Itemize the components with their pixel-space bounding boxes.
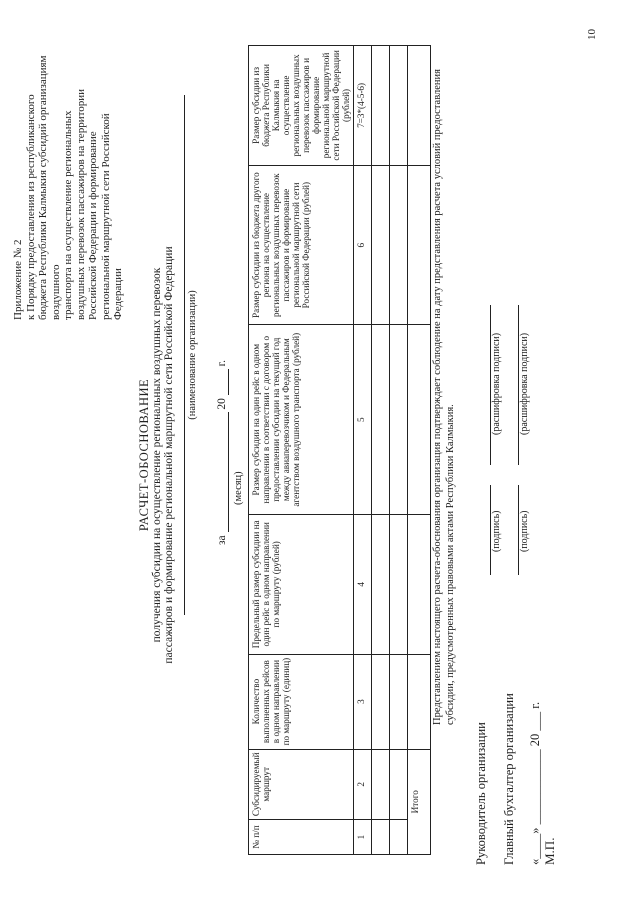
organization-caption: (наименование организации): [187, 290, 198, 420]
stamp-place: М.П.: [542, 837, 557, 865]
table-cell: [390, 515, 408, 655]
appendix-line: воздушных перевозок пассажиров на территории: [74, 88, 87, 320]
header-cell: Предельный размер субсидии на один рейс в одном направлении по маршруту (рублей): [249, 515, 354, 655]
table-cell: [390, 820, 408, 855]
appendix-line: Приложение № 2: [12, 239, 24, 320]
table-cell: [390, 165, 408, 325]
table-row: [372, 46, 390, 855]
table-cell: [372, 46, 390, 166]
header-cell: Количество выполненных рейсов в одном направлении по маршруту (единиц): [249, 654, 354, 749]
month-blank: [216, 412, 229, 532]
column-number: 7=3*(4-5-6): [354, 46, 372, 166]
appendix-line: к Порядку предоставления из республиканского: [24, 94, 37, 320]
header-cell: Размер субсидии из бюджета другого региона на осуществление региональных воздушных перевозок пассажиров и формирование региональной маршрутной сети Российской Федерации (рублей): [249, 165, 354, 325]
table-cell: [390, 654, 408, 749]
appendix-line: Российской Федерации и формирование: [87, 131, 99, 320]
table-cell: [408, 46, 431, 166]
column-number-row: [354, 46, 372, 855]
head-signature-label: Руководитель организации: [474, 722, 488, 865]
appendix-block: [12, 20, 125, 320]
organization-field: [184, 95, 198, 615]
column-number: 4: [354, 515, 372, 655]
table-cell: [372, 165, 390, 325]
header-cell: № п/п: [249, 820, 354, 855]
table-header-row: [249, 46, 354, 855]
header-cell: Субсидируемый маршрут: [249, 749, 354, 820]
accountant-signature-label: Главный бухгалтер организации: [502, 693, 516, 865]
document-title: [138, 155, 176, 755]
table-cell: [390, 325, 408, 515]
appendix-line: бюджета Республики Калмыкия субсидий организациям воздушного: [37, 55, 62, 320]
subsidy-table: [248, 45, 431, 855]
total-row: [408, 46, 431, 855]
confirmation-note: Представлением настоящего расчета-обоснования организация подтверждает соблюдение на дату представления расчета условий предоставления субсидии, предусмотренных правовыми актами Республики Калмыкия.: [432, 69, 456, 725]
column-number: 2: [354, 749, 372, 820]
page-number: 10: [586, 29, 598, 40]
table-cell: [372, 515, 390, 655]
title-line: получения субсидии на осуществление региональных воздушных перевозок: [150, 267, 163, 643]
period-prefix: за: [216, 535, 228, 545]
total-label: Итого: [408, 749, 431, 854]
table-cell: [372, 654, 390, 749]
header-cell: Размер субсидии на один рейс в одном направлении в соответствии с договором о предоставлении субсидии на текущий год между авиаперевозчиком и Федеральным агентством воздушного транспорта (рублей): [249, 325, 354, 515]
head-signature-caption: (подпись): [491, 510, 502, 552]
appendix-line: транспорта на осуществление региональных: [62, 110, 74, 320]
table-cell: [408, 325, 431, 515]
table-cell: [390, 749, 408, 820]
appendix-line: Федерации: [112, 268, 124, 320]
column-number: 3: [354, 654, 372, 749]
period-year-prefix: 20: [216, 398, 228, 410]
organization-underline: [184, 95, 185, 615]
year-blank: [216, 369, 229, 395]
table-cell: [372, 820, 390, 855]
period-year-suffix: г.: [216, 360, 228, 367]
accountant-signature-caption: (подпись): [519, 510, 530, 552]
column-number: 1: [354, 820, 372, 855]
table-row: [390, 46, 408, 855]
table-cell: [390, 46, 408, 166]
title-line: пассажиров и формирование региональной маршрутной сети Российской Федерации: [163, 246, 175, 664]
table-cell: [372, 325, 390, 515]
table-cell: [408, 165, 431, 325]
table-cell: [408, 515, 431, 655]
table-cell: [408, 654, 431, 749]
period-line: [216, 360, 229, 545]
header-cell: Размер субсидии из бюджета Республики Калмыкия на осуществление региональных воздушных перевозок пассажиров и формирование региональной маршрутной сети Российской Федерации (рублей): [249, 46, 354, 166]
accountant-decode-caption: (расшифровка подписи): [519, 332, 530, 435]
month-caption: (месяц): [233, 471, 244, 505]
title-heading: РАСЧЕТ-ОБОСНОВАНИЕ: [137, 378, 151, 532]
column-number: 5: [354, 325, 372, 515]
table-cell: [372, 749, 390, 820]
appendix-line: региональной маршрутной сети Российской: [99, 113, 112, 320]
column-number: 6: [354, 165, 372, 325]
head-decode-caption: (расшифровка подписи): [491, 332, 502, 435]
signature-date: «____» ____________ 20 ___ г.: [528, 701, 542, 865]
